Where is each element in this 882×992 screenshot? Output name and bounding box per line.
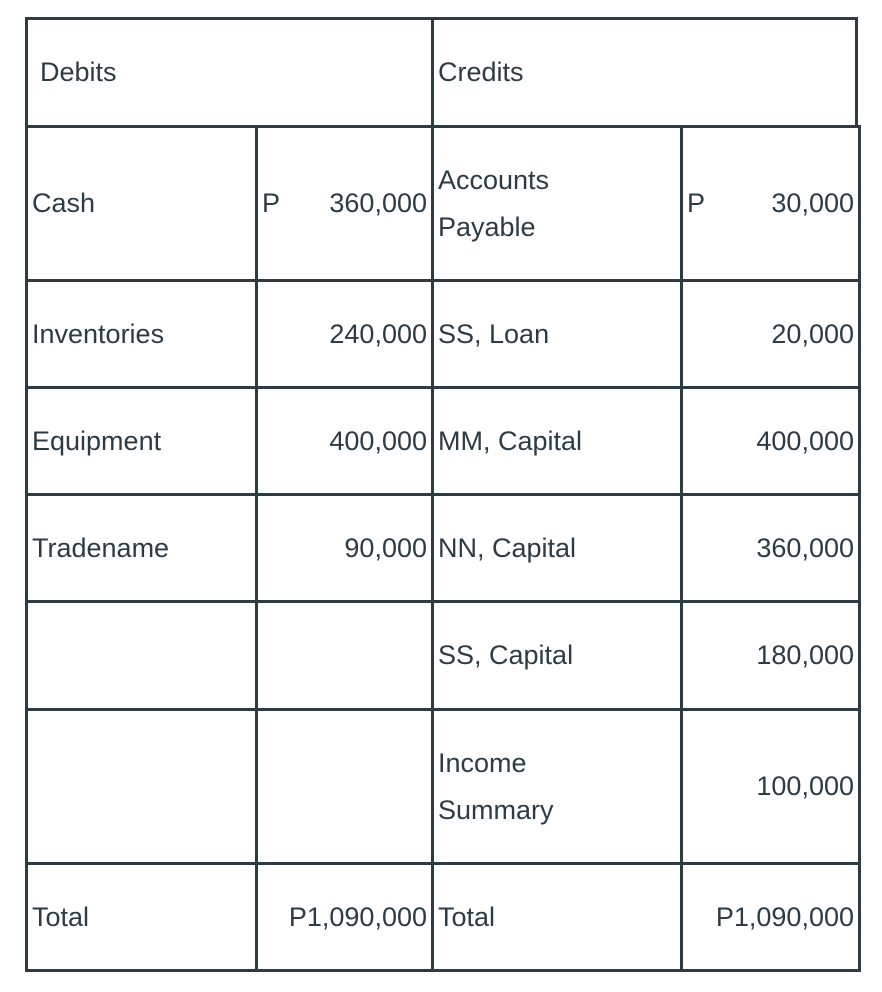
debit-amount-cell [255,600,434,711]
credit-account: Income Summary [438,747,554,825]
credit-amount: 30,000 [771,188,854,218]
debit-amount: 360,000 [329,188,427,218]
credit-account-cell [431,386,683,496]
credit-account: NN, Capital [438,532,577,563]
credit-account: MM, Capital [438,425,583,456]
header-credits-label: Credits [438,57,524,87]
credit-amount-cell [680,125,861,282]
credit-account-cell [431,708,683,865]
credit-amount-cell [680,862,861,972]
credit-account-cell [431,279,683,389]
debit-account-cell [25,493,258,603]
debit-account: Cash [32,188,96,218]
credit-amount: 100,000 [756,771,854,801]
debit-amount-cell [255,493,434,603]
credit-amount-cell [680,600,861,711]
debit-amount-cell [255,862,434,972]
debit-amount: 240,000 [329,318,427,349]
credit-amount-cell [680,279,861,389]
credit-account: SS, Capital [438,640,574,670]
debit-account: Inventories [32,318,165,349]
credit-amount: 360,000 [756,532,854,563]
debit-account-cell [25,862,258,972]
credit-amount: P1,090,000 [715,901,854,932]
debit-amount-cell [255,279,434,389]
debit-currency: P [262,188,281,218]
debit-account-cell [25,279,258,389]
credit-account-cell [431,862,683,972]
credit-amount: 20,000 [771,318,854,349]
debit-amount-cell [255,125,434,282]
debit-account: Total [32,901,90,932]
credit-amount: 180,000 [756,640,854,670]
debit-amount: 400,000 [329,425,427,456]
header-credits [431,17,858,128]
credit-currency: P [687,188,706,218]
debit-account: Equipment [32,425,162,456]
debit-amount-cell [255,708,434,865]
credit-account: Accounts Payable [438,164,550,242]
debit-account-cell [25,708,258,865]
header-debits-label: Debits [40,57,117,87]
debit-amount-cell [255,386,434,496]
credit-amount-cell [680,708,861,865]
credit-account: Total [438,901,496,932]
header-debits [25,17,434,128]
credit-account: SS, Loan [438,318,550,349]
credit-account-cell [431,125,683,282]
credit-amount: 400,000 [756,425,854,456]
credit-account-cell [431,493,683,603]
debit-amount: P1,090,000 [288,901,427,932]
debit-account-cell [25,386,258,496]
credit-amount-cell [680,386,861,496]
debit-account-cell [25,600,258,711]
debit-account: Tradename [32,532,170,563]
debit-account-cell [25,125,258,282]
credit-amount-cell [680,493,861,603]
debit-amount: 90,000 [344,532,427,563]
credit-account-cell [431,600,683,711]
